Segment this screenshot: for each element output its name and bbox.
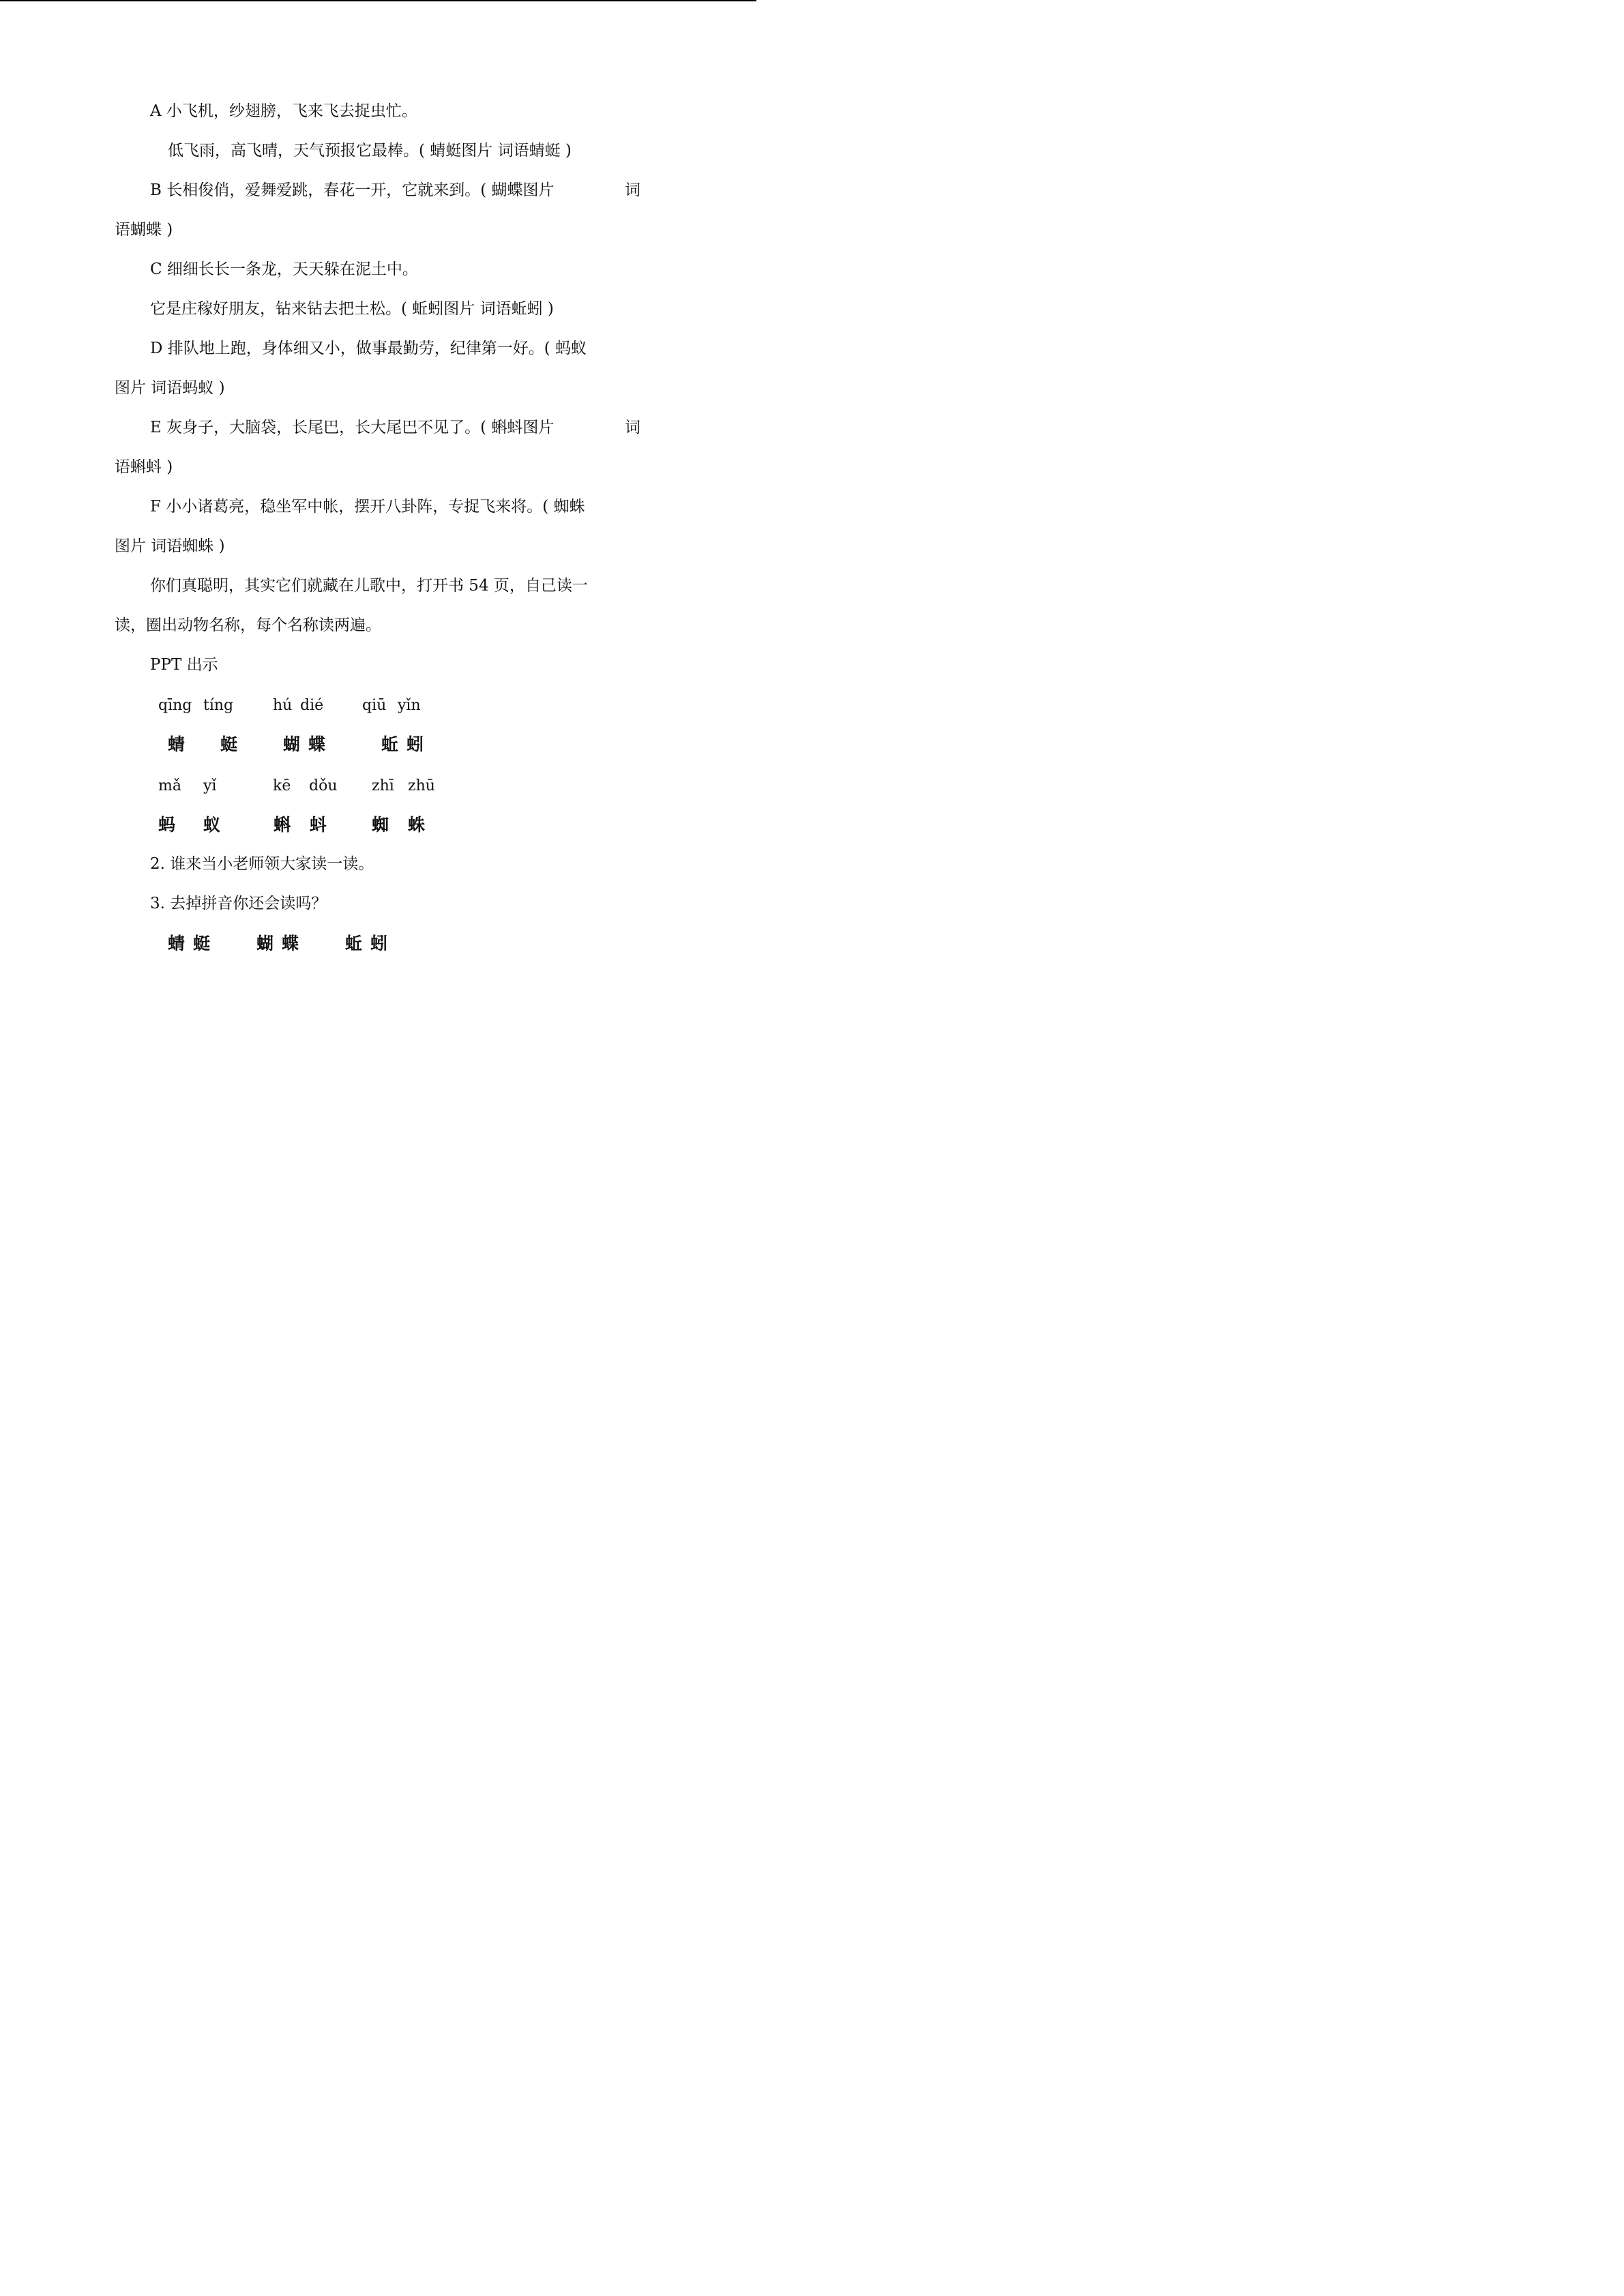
- instruction-line1: 你们真聪明，其实它们就藏在儿歌中，打开书 54 页，自己读一: [150, 577, 588, 595]
- instruction-line2: 读，圈出动物名称，每个名称读两遍。: [115, 616, 381, 634]
- riddle-b-line1-end: 词: [625, 181, 640, 199]
- riddle-b-line1: B 长相俊俏，爱舞爱跳，春花一开，它就来到。( 蝴蝶图片: [150, 181, 555, 199]
- char-ma: 蚂: [158, 815, 176, 835]
- char-yin-plain: 蚓: [370, 934, 388, 953]
- char-yi: 蚁: [203, 815, 221, 835]
- char-ting: 蜓: [220, 734, 238, 754]
- riddle-e-line1-end: 词: [625, 419, 640, 436]
- char-ting-plain: 蜓: [193, 934, 211, 953]
- riddle-a-line2: 低飞雨，高飞晴，天气预报它最棒。( 蜻蜓图片 词语蜻蜓 ): [168, 142, 572, 160]
- char-die: 蝶: [308, 734, 326, 754]
- riddle-f-line2: 图片 词语蜘蛛 ): [115, 537, 225, 555]
- char-qing-plain: 蜻: [168, 934, 186, 953]
- riddle-b-line2: 语蝴蝶 ): [115, 221, 173, 239]
- pinyin-ke: kē: [273, 777, 291, 794]
- page-top-border: [0, 0, 756, 1]
- riddle-c-line1: C 细细长长一条龙，天天躲在泥土中。: [150, 260, 418, 278]
- pinyin-ma: mǎ: [158, 777, 181, 794]
- char-ke: 蝌: [274, 815, 291, 835]
- riddle-e-line1: E 灰身子，大脑袋，长尾巴，长大尾巴不见了。( 蝌蚪图片: [150, 419, 555, 436]
- char-qiu-plain: 蚯: [345, 934, 363, 953]
- pinyin-ting: tíng: [203, 697, 234, 714]
- pinyin-yin: yǐn: [398, 697, 421, 714]
- pinyin-yi: yǐ: [203, 777, 217, 794]
- riddle-a-line1: A 小飞机，纱翅膀，飞来飞去捉虫忙。: [150, 102, 417, 120]
- riddle-d-line1: D 排队地上跑，身体细又小，做事最勤劳，纪律第一好。( 蚂蚁: [150, 340, 587, 357]
- char-hu-plain: 蝴: [256, 934, 274, 953]
- pinyin-qing: qīng: [158, 697, 192, 714]
- char-die-plain: 蝶: [282, 934, 299, 953]
- question-2: 2. 谁来当小老师领大家读一读。: [150, 855, 374, 873]
- riddle-f-line1: F 小小诸葛亮，稳坐军中帐，摆开八卦阵，专捉飞来将。( 蜘蛛: [150, 498, 585, 516]
- pinyin-hu: hú: [273, 697, 293, 714]
- question-3: 3. 去掉拼音你还会读吗？: [150, 895, 327, 912]
- riddle-c-line2: 它是庄稼好朋友，钻来钻去把土松。( 蚯蚓图片 词语蚯蚓 ): [150, 300, 554, 318]
- char-zhu: 蛛: [408, 815, 426, 835]
- char-dou: 蚪: [310, 815, 327, 835]
- char-zhi: 蜘: [372, 815, 389, 835]
- pinyin-zhi: zhī: [372, 777, 394, 794]
- ppt-heading: PPT 出示: [150, 656, 218, 674]
- pinyin-zhu: zhū: [408, 777, 435, 794]
- pinyin-dou: dǒu: [309, 777, 338, 794]
- pinyin-die: dié: [300, 697, 324, 714]
- riddle-e-line2: 语蝌蚪 ): [115, 458, 173, 476]
- char-hu: 蝴: [283, 734, 301, 754]
- char-qiu: 蚯: [381, 734, 399, 754]
- char-yin: 蚓: [407, 734, 424, 754]
- pinyin-qiu: qiū: [362, 697, 387, 714]
- riddle-d-line2: 图片 词语蚂蚁 ): [115, 379, 225, 397]
- char-qing: 蜻: [168, 734, 186, 754]
